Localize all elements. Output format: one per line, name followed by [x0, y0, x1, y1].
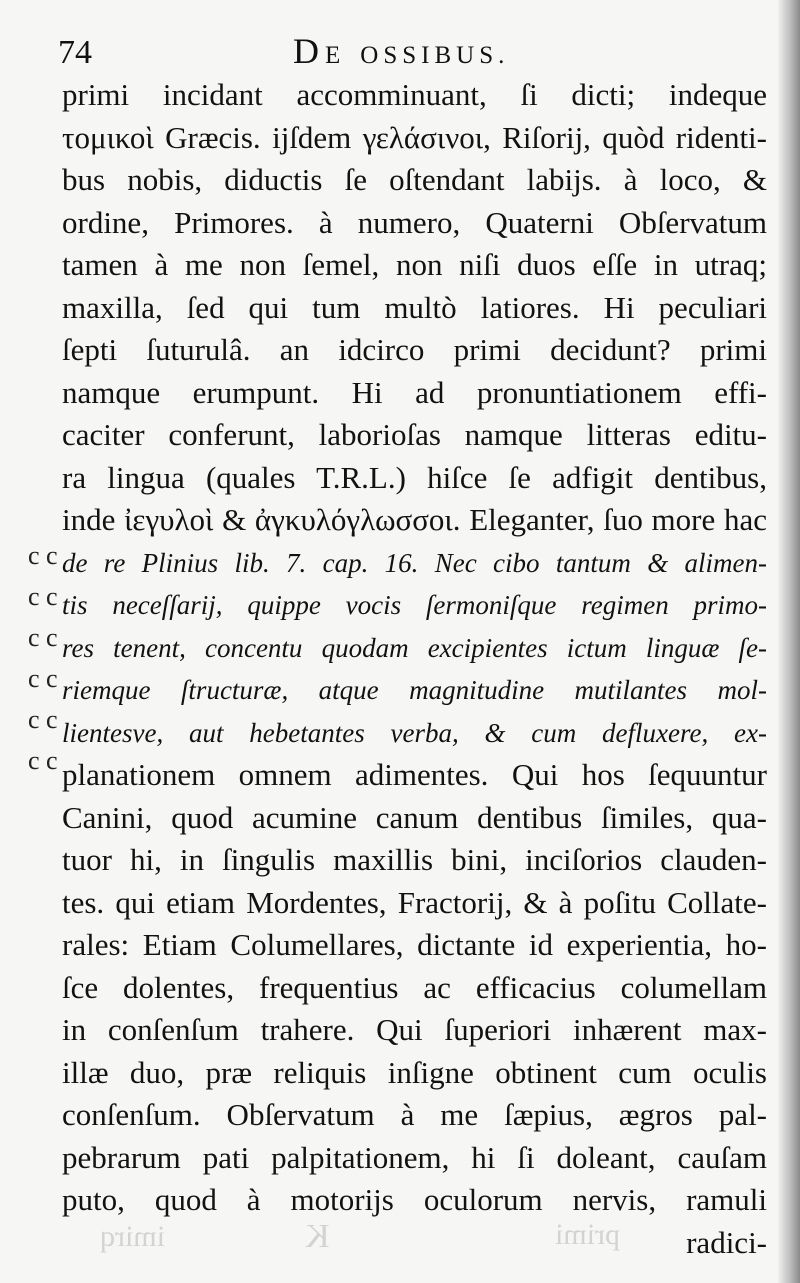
text-line: rales: Etiam Columellares, dictante id experientia, ho-: [62, 927, 767, 962]
running-head-e: E: [325, 42, 346, 69]
text-line: τομικοὶ Græcis. ijſdem γελάσινοι, Riſorij, quòd ridenti-: [62, 119, 767, 155]
text-line: bus nobis, diductis ſe oſtendant labijs. à loco, &: [62, 162, 767, 197]
text-line: conſenſum. Obſervatum à me ſæpius, ægros pal-: [62, 1097, 767, 1132]
bleed-through-left: imirq: [100, 1220, 165, 1253]
text-line: tes. qui etiam Mordentes, Fractorij, & à poſitu Collate-: [62, 884, 767, 920]
text-line: puto, quod à motorijs oculorum nervis, ramuli: [62, 1182, 767, 1217]
quoted-text-line: res tenent, concentu quodam excipientes ictum linguæ ſe-: [62, 632, 767, 663]
text-line: Canini, quod acumine canum dentibus ſimiles, qua-: [62, 799, 767, 835]
text-line: maxilla, ſed qui tum multò latiores. Hi peculiari: [62, 289, 767, 325]
text-line: primi incidant accomminuant, ſi dicti; indeque: [62, 77, 767, 112]
page-number: 74: [58, 34, 92, 71]
quote-mark: c c: [28, 746, 58, 775]
text-line: ordine, Primores. à numero, Quaterni Obſervatum: [62, 204, 767, 240]
text-line: caciter conferunt, laborioſas namque litteras editu-: [62, 417, 767, 452]
text-line: tuor hi, in ſingulis maxillis bini, inciſorios clauden-: [62, 842, 767, 877]
page-header: [58, 28, 758, 78]
quote-mark: c c: [28, 582, 58, 611]
text-line: tamen à me non ſemel, non niſi duos eſſe in utraq;: [62, 247, 767, 282]
text-line: inde ἰεγυλοὶ & ἀγκυλόγλωσσοι. Eleganter, ſuo more hac: [62, 502, 767, 537]
page-gutter-shadow: [778, 0, 800, 1283]
text-line: ſepti ſuturulâ. an idcirco primi decidunt? primi: [62, 332, 767, 367]
text-line: in conſenſum trahere. Qui ſuperiori inhærent max-: [62, 1012, 767, 1047]
running-head: [293, 30, 509, 72]
quote-mark: c c: [28, 664, 58, 693]
text-line: illæ duo, præ reliquis inſigne obtinent cum oculis: [62, 1054, 767, 1090]
quote-mark: c c: [28, 541, 58, 570]
marginal-quotation-marks: [28, 535, 58, 781]
bleed-through-right: primi: [555, 1218, 620, 1251]
text-line: planationem omnem adimentes. Qui hos ſequuntur: [62, 757, 767, 792]
text-line: namque erumpunt. Hi ad pronuntiationem effi-: [62, 374, 767, 410]
quoted-text-line: lientesve, aut hebetantes verba, & cum defluxere, ex-: [62, 717, 767, 748]
quote-mark: c c: [28, 705, 58, 734]
text-line: ſce dolentes, frequentius ac efficacius columellam: [62, 969, 767, 1005]
catchword: radici-: [686, 1224, 767, 1260]
quote-mark: c c: [28, 623, 58, 652]
body-text: [62, 74, 767, 1264]
text-line: pebrarum pati palpitationem, hi ſi doleant, cauſam: [62, 1139, 767, 1175]
text-line: ra lingua (quales T.R.L.) hiſce ſe adfigit dentibus,: [62, 459, 767, 495]
quoted-text-line: tis neceſſarij, quippe vocis ſermoniſque regimen primo-: [62, 590, 767, 620]
bleed-through-middle: K: [305, 1218, 330, 1255]
quoted-text-line: riemque ſtructuræ, atque magnitudine mutilantes mol-: [62, 675, 767, 705]
running-head-ossibus: OSSIBUS.: [360, 42, 510, 69]
running-head-initial: D: [293, 31, 325, 71]
bleed-through-text: [100, 1210, 700, 1270]
quoted-text-line: de re Plinius lib. 7. cap. 16. Nec cibo tantum & alimen-: [62, 547, 767, 578]
